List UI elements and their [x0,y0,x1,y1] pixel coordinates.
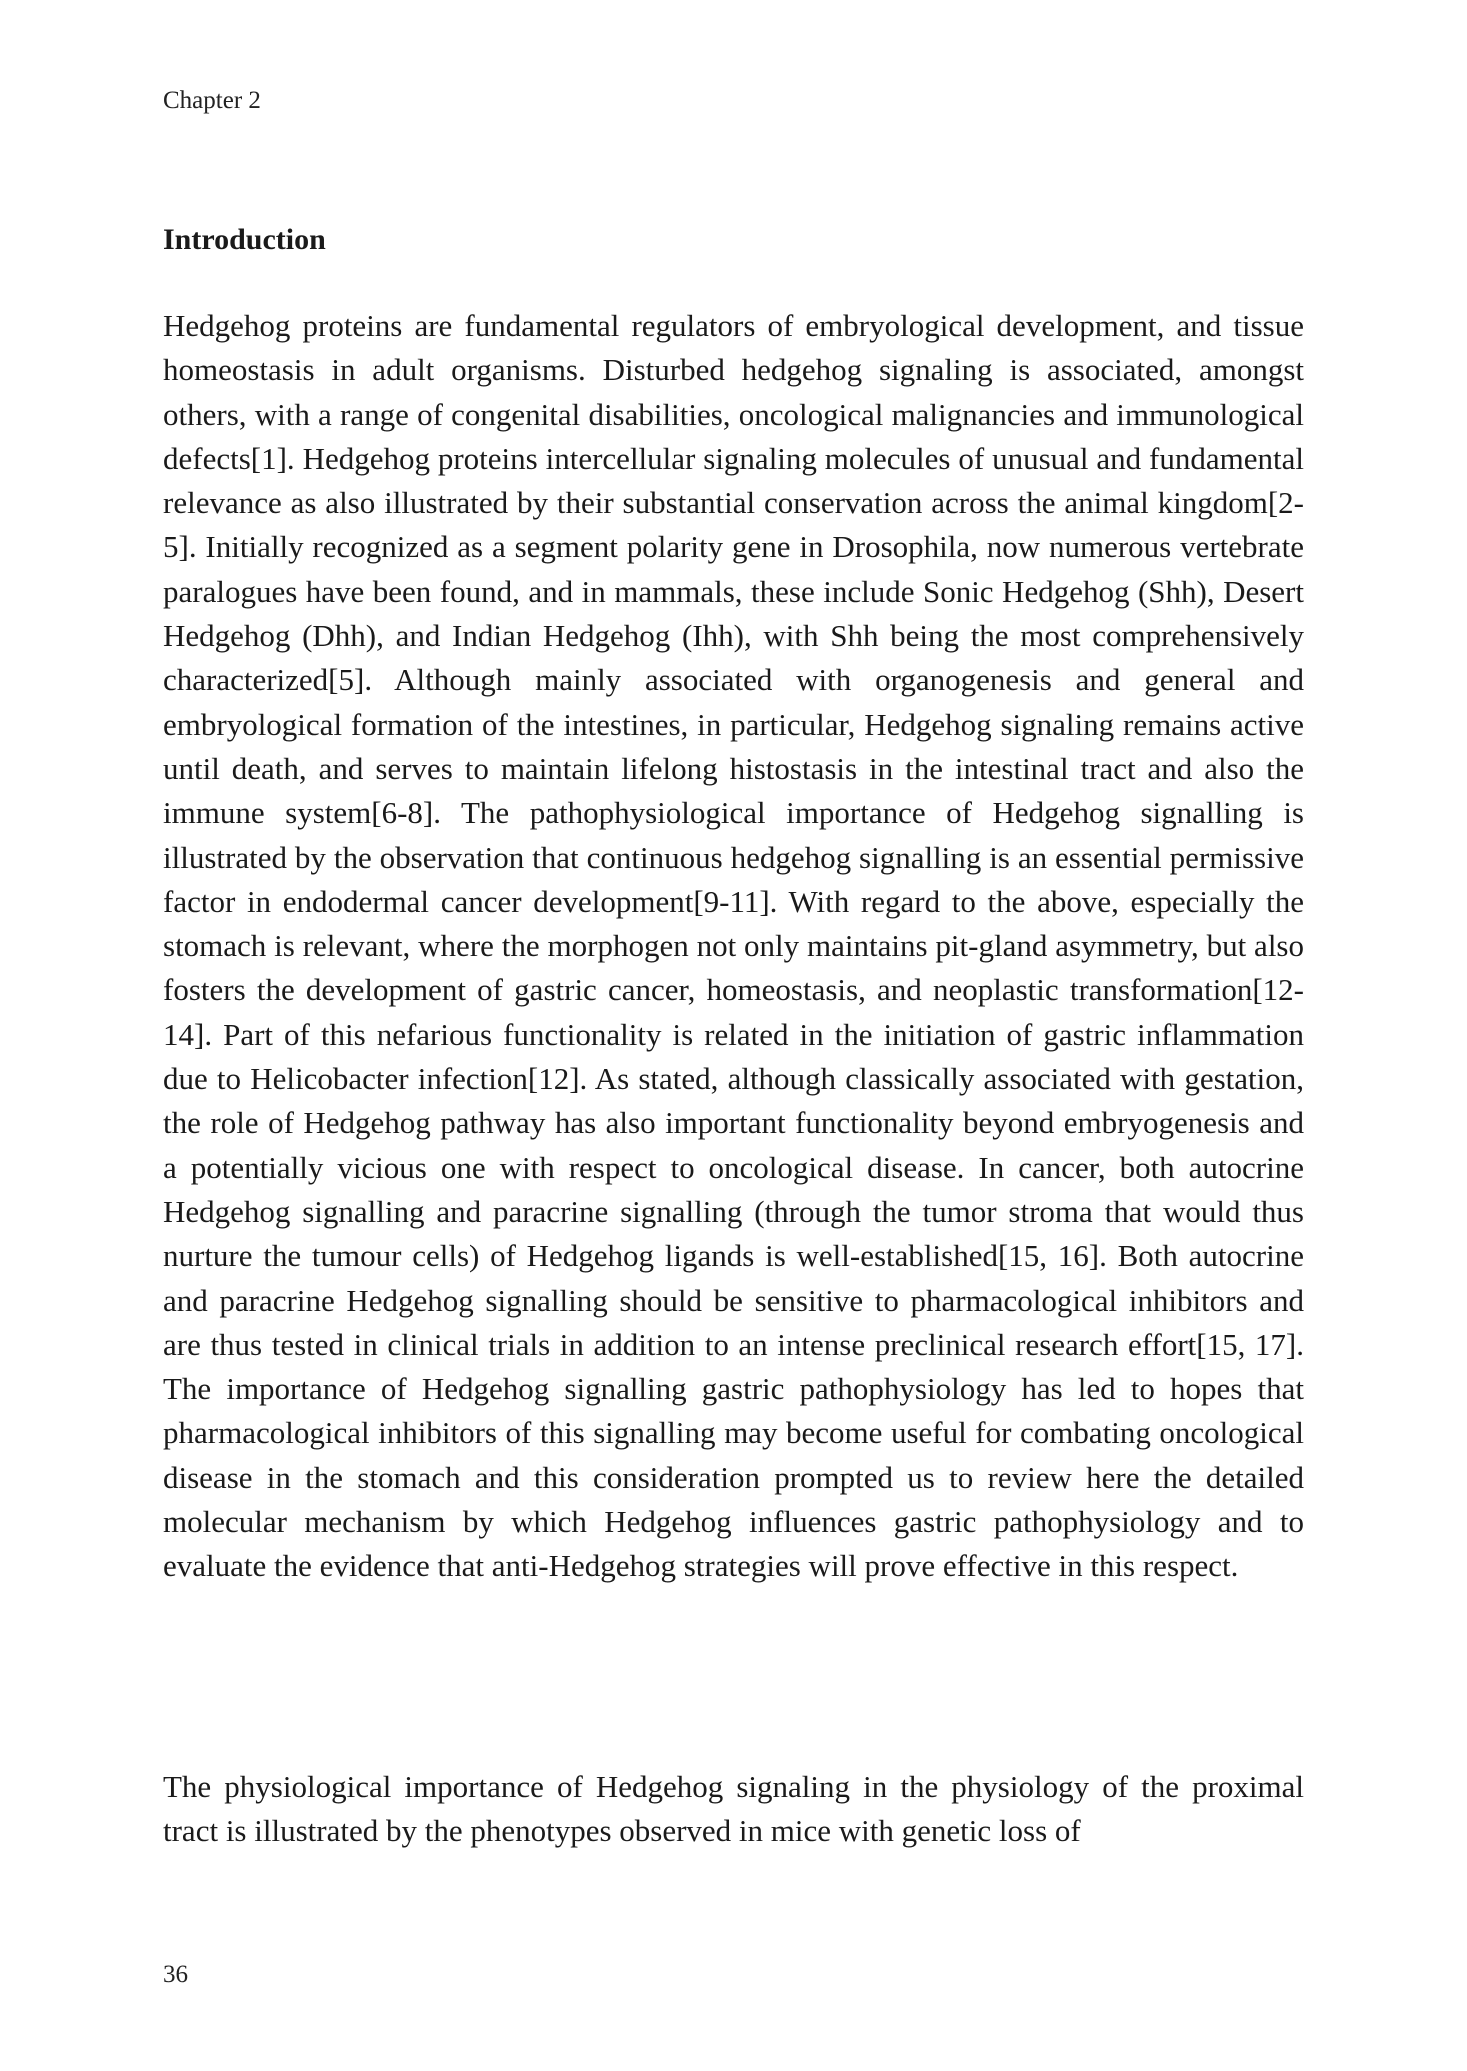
running-header: Chapter 2 [163,87,261,114]
section-heading: Introduction [163,223,326,256]
body-paragraph: Hedgehog proteins are fundamental regulators of embryological development, and tissue homeostasis in adult organisms. Disturbed hedgehog signaling is associated, amongst others, with a range of congenital disabilities, oncological malignancies and immunological defects[1]. Hedgehog proteins intercellular signaling molecules of unusual and fundamental relevance as also illustrated by their substantial conservation across the animal kingdom[2-5]. Initially recognized as a segment polarity gene in Drosophila, now numerous vertebrate paralogues have been found, and in mammals, these include Sonic Hedgehog (Shh), Desert Hedgehog (Dhh), and Indian Hedgehog (Ihh), with Shh being the most comprehensively characterized[5]. Although mainly associated with organogenesis and general and embryological formation of the intestines, in particular, Hedgehog signaling remains active until death, and serves to maintain lifelong histostasis in the intestinal tract and also the immune system[6-8]. The pathophysiological importance of Hedgehog signalling is illustrated by the observation that continuous hedgehog signalling is an essential permissive factor in endodermal cancer development[9-11]. With regard to the above, especially the stomach is relevant, where the morphogen not only maintains pit-gland asymmetry, but also fosters the development of gastric cancer, homeostasis, and neoplastic transformation[12-14]. Part of this nefarious functionality is related in the initiation of gastric inflammation due to Helicobacter infection[12]. As stated, although classically associated with gestation, the role of Hedgehog pathway has also important functionality beyond embryogenesis and a potentially vicious one with respect to oncological disease. In cancer, both autocrine Hedgehog signalling and paracrine signalling (through the tumor stroma that would thus nurture the tumour cells) of Hedgehog ligands is well-established[15, 16]. Both autocrine and paracrine Hedgehog signalling should be sensitive to pharmacological inhibitors and are thus tested in clinical trials in addition to an intense preclinical research effort[15, 17]. The importance of Hedgehog signalling gastric pathophysiology has led to hopes that pharmacological inhibitors of this signalling may become useful for combating oncological disease in the stomach and this consideration prompted us to review here the detailed molecular mechanism by which Hedgehog influences gastric pathophysiology and to evaluate the evidence that anti-Hedgehog strategies will prove effective in this respect. [163,308,1304,1584]
body-paragraph: The physiological importance of Hedgehog signaling in the physiology of the proximal tract is illustrated by the phenotypes observed in mice with genetic loss of [163,1769,1304,1849]
page-number: 36 [163,1961,188,1988]
